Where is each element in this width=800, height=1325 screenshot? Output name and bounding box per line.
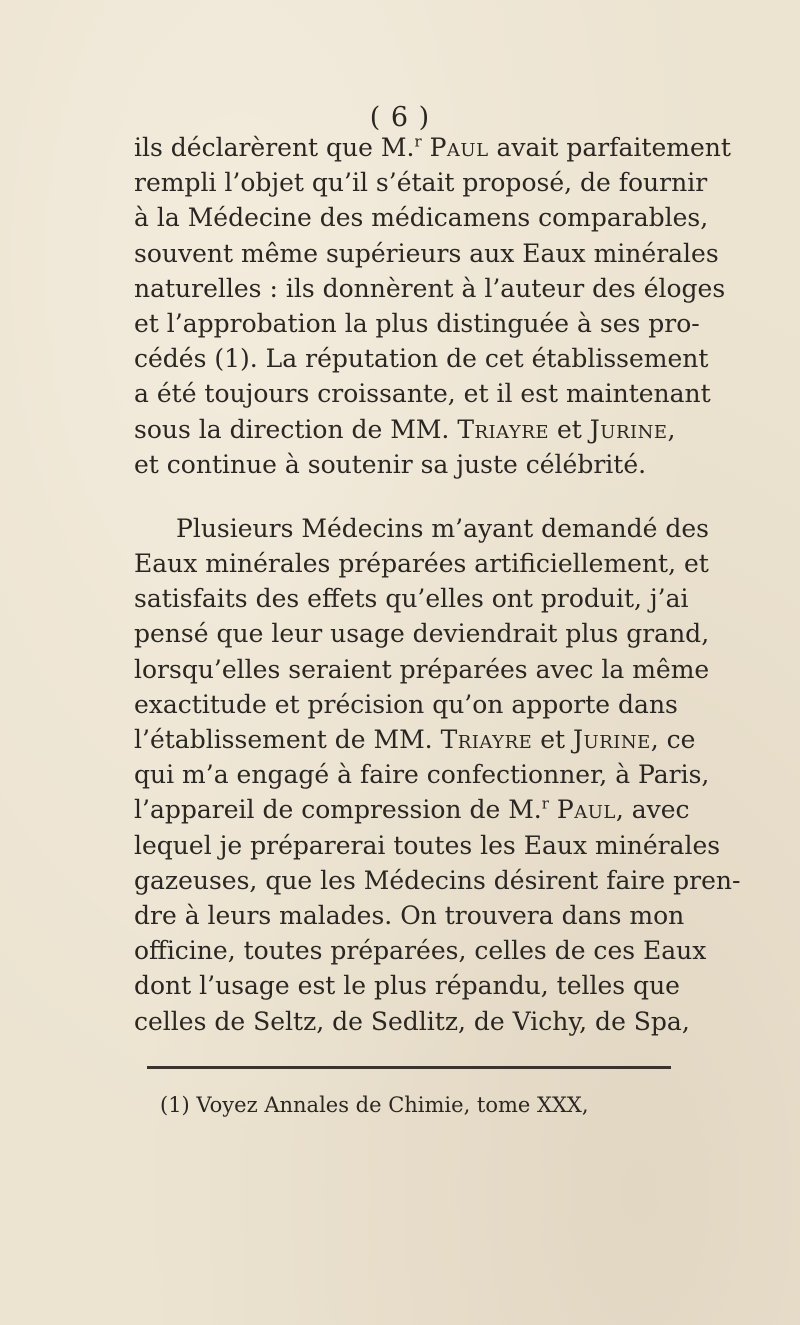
text-segment: a été toujours croissante, et il est maintenant — [134, 379, 711, 409]
text-segment: r — [541, 795, 549, 814]
text-segment: à la Médecine des médicamens comparables, — [134, 203, 709, 233]
text-segment: Plusieurs Médecins m’ayant demandé des — [176, 513, 709, 543]
text-line — [134, 511, 709, 546]
text-segment: et l’approbation la plus distinguée à ses pro- — [134, 308, 700, 338]
text-line — [134, 376, 711, 411]
text-segment: Paul — [429, 133, 489, 162]
text-segment: cédés (1). La réputation de cet établissement — [134, 344, 709, 374]
text-segment: dre à leurs malades. On trouvera dans mon — [134, 900, 685, 930]
text-segment — [422, 133, 430, 162]
text-line — [134, 757, 710, 792]
text-segment — [549, 795, 557, 824]
text-line — [134, 652, 710, 687]
text-segment: satisfaits des effets qu’elles ont produit, j’ai — [134, 584, 689, 614]
text-segment: l’appareil de compression de M. — [134, 795, 542, 825]
text-line — [134, 863, 741, 898]
text-segment: dont l’usage est le plus répandu, telles que — [134, 971, 680, 1001]
text-line — [134, 546, 709, 581]
text-segment: et — [549, 414, 590, 444]
text-line — [134, 968, 680, 1003]
text-line — [134, 828, 721, 863]
text-line — [134, 130, 731, 165]
text-line — [134, 898, 685, 933]
text-segment: et continue à soutenir sa juste célébrité. — [134, 449, 647, 479]
text-line — [134, 722, 696, 757]
body-text — [134, 130, 741, 1039]
text-segment: sous la direction de MM. — [134, 414, 458, 444]
text-segment: Triayre — [457, 414, 550, 444]
text-segment: lorsqu’elles seraient préparées avec la même — [134, 654, 710, 684]
text-segment: , avec — [615, 795, 690, 825]
text-segment: rempli l’objet qu’il s’était proposé, de fournir — [134, 168, 708, 198]
page-number: ( 6 ) — [369, 102, 431, 133]
text-line — [134, 447, 674, 482]
text-line — [134, 581, 689, 616]
text-segment: lequel je préparerai toutes les Eaux minérales — [134, 830, 721, 860]
text-segment: Paul — [556, 795, 616, 825]
text-segment: naturelles : ils donnèrent à l’auteur des éloges — [134, 273, 726, 303]
text-segment: pensé que leur usage deviendrait plus grand, — [134, 619, 710, 649]
text-line — [134, 687, 678, 722]
text-line — [134, 341, 709, 376]
text-segment: avait parfaitement — [488, 133, 731, 162]
footnote: (1) Voyez Annales de Chimie, tome XXX, — [160, 1093, 589, 1117]
text-segment: souvent même supérieurs aux Eaux minérales — [134, 238, 719, 268]
text-segment: Jurine — [589, 414, 668, 444]
text-line — [134, 165, 708, 200]
text-line — [134, 616, 710, 651]
text-line — [134, 271, 726, 306]
text-segment: celles de Seltz, de Sedlitz, de Vichy, de Spa, — [134, 1006, 690, 1036]
text-segment: r — [414, 132, 422, 151]
text-segment: ils déclarèrent que M. — [134, 133, 415, 162]
text-segment: qui m’a engagé à faire confectionner, à Paris, — [134, 760, 710, 790]
text-segment: officine, toutes préparées, celles de ces Eaux — [134, 936, 707, 966]
text-segment: l’établissement de MM. — [134, 725, 441, 754]
text-line — [134, 792, 690, 827]
text-segment: Jurine — [573, 725, 651, 754]
text-line — [134, 1004, 690, 1039]
paragraph-gap — [134, 482, 674, 511]
text-line — [134, 200, 709, 235]
paragraph — [134, 511, 741, 1039]
text-segment: gazeuses, que les Médecins désirent faire pren- — [134, 865, 741, 895]
text-segment: , ce — [650, 725, 696, 754]
text-segment: exactitude et précision qu’on apporte dans — [134, 689, 678, 719]
footnote-rule — [147, 1066, 671, 1069]
text-segment: Eaux minérales préparées artificiellement, et — [134, 549, 709, 579]
text-line — [134, 306, 700, 341]
paragraph — [134, 130, 731, 482]
text-line — [134, 933, 707, 968]
text-line — [134, 412, 674, 447]
text-line — [134, 236, 719, 271]
text-segment: Triayre — [440, 725, 533, 754]
text-segment: , — [667, 414, 676, 444]
text-segment: et — [532, 725, 574, 754]
